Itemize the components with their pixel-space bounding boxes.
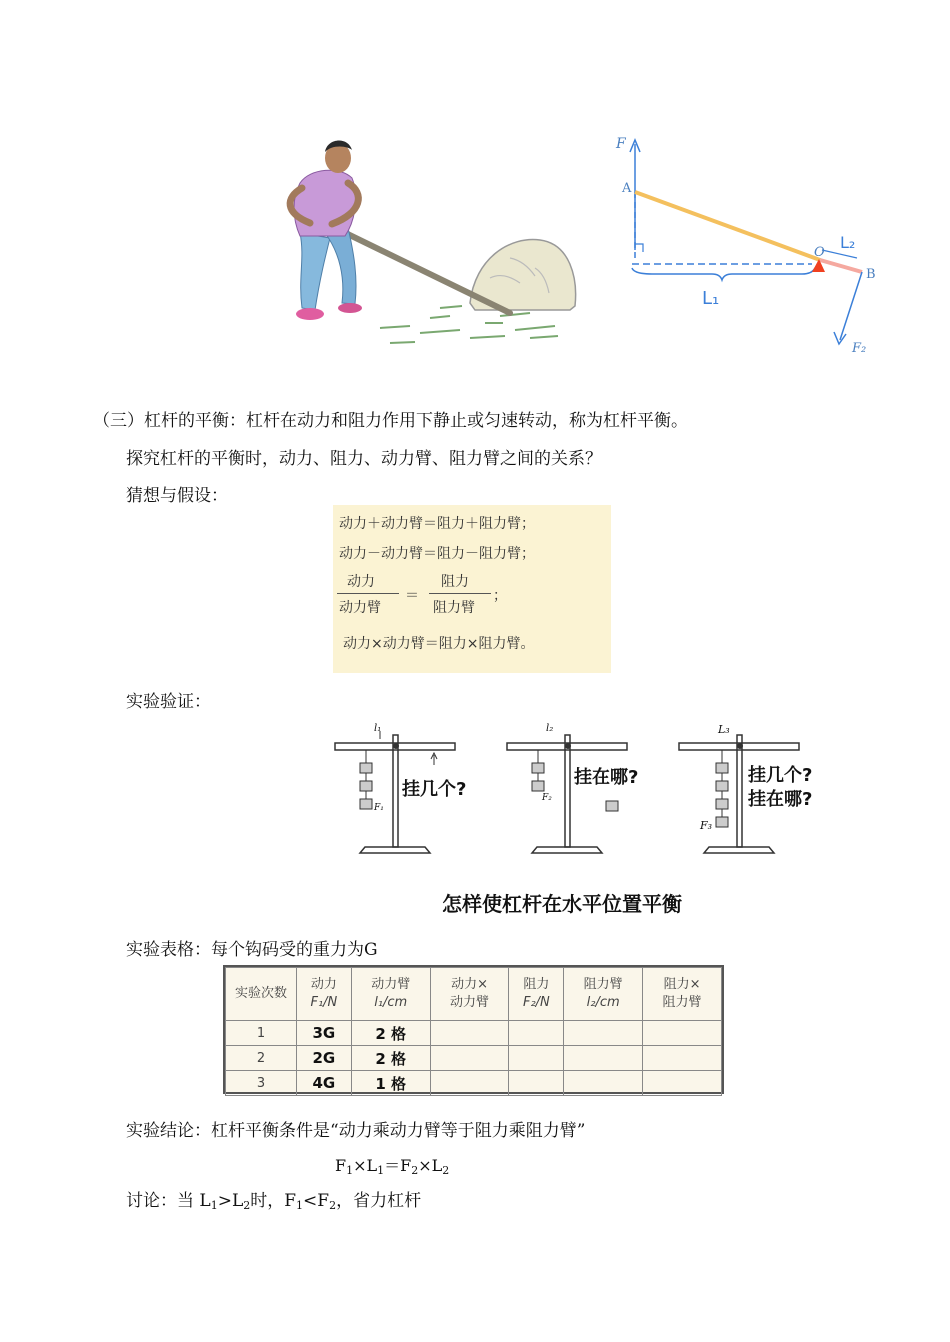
hypothesis-2: 动力－动力臂＝阻力－阻力臂； bbox=[339, 546, 535, 562]
label-o: O bbox=[814, 245, 825, 260]
apparatus-1-question: 挂几个? bbox=[402, 779, 467, 800]
apparatus-2-question: 挂在哪? bbox=[574, 767, 639, 788]
lever-man-illustration bbox=[270, 128, 610, 353]
apparatus-2-arm: l₂ bbox=[546, 723, 554, 734]
hypothesis-1: 动力＋动力臂＝阻力＋阻力臂； bbox=[339, 516, 535, 532]
label-b: B bbox=[866, 267, 876, 282]
table-header: 动力× 动力臂 bbox=[430, 968, 509, 1021]
table-header: 阻力臂 l₂/cm bbox=[564, 968, 643, 1021]
hypothesis-3-eq: ＝ bbox=[405, 588, 419, 604]
table-row: 1 3G 2 格 bbox=[226, 1021, 722, 1046]
hypothesis-3-den-left: 动力臂 bbox=[339, 600, 381, 616]
experiment-label: 实验验证： bbox=[126, 692, 211, 712]
discussion-text: 讨论：当 $L_1>L_2$时，$F_1<F_2$，省力杠杆 bbox=[126, 1191, 422, 1212]
table-header: 动力臂 l₁/cm bbox=[351, 968, 430, 1021]
apparatus-2-weight: F₂ bbox=[542, 793, 552, 803]
table-label: 实验表格：每个钩码受的重力为G bbox=[126, 940, 378, 960]
lever-force-diagram bbox=[612, 132, 882, 357]
hypothesis-3-end: ； bbox=[493, 588, 507, 604]
conclusion-text: 实验结论：杠杆平衡条件是“动力乘动力臂等于阻力乘阻力臂” bbox=[126, 1121, 586, 1141]
table-header: 阻力 F₂/N bbox=[509, 968, 564, 1021]
hypothesis-3-num-left: 动力 bbox=[347, 574, 375, 590]
table-row: 3 4G 1 格 bbox=[226, 1071, 722, 1096]
fraction-bar-right bbox=[429, 593, 491, 594]
question-text: 探究杠杆的平衡时，动力、阻力、动力臂、阻力臂之间的关系？ bbox=[126, 449, 602, 469]
apparatus-1-weight: F₁ bbox=[374, 803, 384, 813]
label-f2: F₂ bbox=[852, 341, 867, 356]
formula: $F_1\times L_1=F_2\times L_2$ bbox=[335, 1156, 450, 1177]
apparatus-3-question-1: 挂几个? bbox=[748, 765, 813, 786]
hypothesis-4: 动力×动力臂＝阻力×阻力臂。 bbox=[343, 636, 535, 652]
apparatus-2-drawing bbox=[502, 725, 632, 855]
hypothesis-3-num-right: 阻力 bbox=[441, 574, 469, 590]
apparatus-1 bbox=[330, 723, 467, 855]
label-l1: L₁ bbox=[702, 288, 720, 309]
label-l2: L₂ bbox=[840, 233, 856, 252]
hypothesis-label: 猜想与假设： bbox=[126, 486, 228, 506]
apparatus-3-weight: F₃ bbox=[700, 819, 713, 832]
table-header: 动力 F₁/N bbox=[297, 968, 352, 1021]
label-f1: F bbox=[616, 136, 626, 152]
apparatus-3 bbox=[674, 723, 813, 855]
apparatus-2 bbox=[502, 723, 639, 855]
apparatus-3-arm: L₃ bbox=[718, 723, 730, 736]
label-a: A bbox=[622, 181, 632, 196]
apparatus-1-arm: l₁ bbox=[374, 723, 382, 734]
section-heading: （三）杠杆的平衡：杠杆在动力和阻力作用下静止或匀速转动，称为杠杆平衡。 bbox=[93, 411, 688, 431]
table-header: 阻力× 阻力臂 bbox=[643, 968, 722, 1021]
fraction-bar-left bbox=[337, 593, 399, 594]
table-header: 实验次数 bbox=[226, 968, 297, 1021]
experiment-table bbox=[223, 965, 724, 1094]
experiment-caption: 怎样使杠杆在水平位置平衡 bbox=[442, 892, 682, 916]
apparatus-3-question-2: 挂在哪? bbox=[748, 789, 813, 810]
hypothesis-box bbox=[333, 505, 611, 673]
table-row: 2 2G 2 格 bbox=[226, 1046, 722, 1071]
hypothesis-3-den-right: 阻力臂 bbox=[433, 600, 475, 616]
